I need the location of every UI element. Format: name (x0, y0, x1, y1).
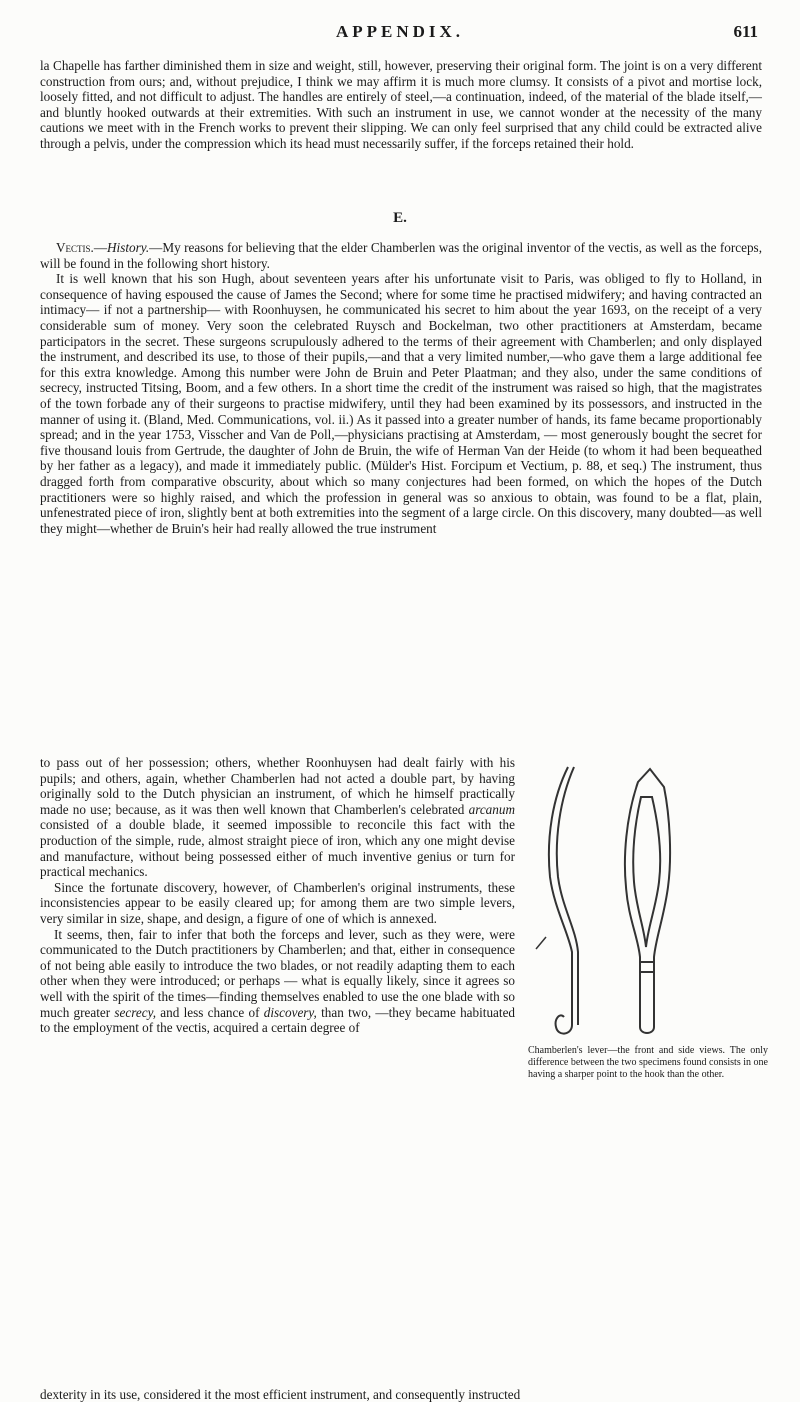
wrap-para3c: than two, —they became habituated to the employment of the vectis, acquired a certain degree of (40, 1004, 516, 1036)
vectis-heading: Vectis (56, 240, 91, 255)
history-subheading: History. (107, 240, 150, 255)
final-line: dexterity in its use, considered it the most efficient instrument, and consequently instructed (40, 1387, 521, 1402)
running-head: APPENDIX. (335, 22, 465, 41)
wrap-para3 (40, 927, 515, 1036)
wrap-para3b: and less chance of (160, 1004, 260, 1020)
page-number: 611 (733, 22, 758, 41)
page-header (40, 22, 760, 46)
lever-front-view (625, 769, 670, 1033)
lever-side-view (549, 767, 572, 1034)
wrap-part1: to pass out of her possession; others, whether Roonhuysen had dealt fairly with his pupils; and others, again, whether Chamberlen had not acted a double part, by having originally sold to the Dutch physician an instrument, of which he himself practically made no use; because, as it was then well known that Chamberlen's celebrated (40, 755, 515, 817)
vectis-history-paragraph: Vectis.—History.—My reasons for believing that the elder Chamberlen was the original inventor of the vectis, as well as the forceps, will be found in the following short history. It is well known that his son Hugh, about seventeen years after his unfortunate visit to Paris, was obliged to fly to Holland, in consequence of having espoused the cause of James the Second; where for some time he practised midwifery; and having contracted an intimacy— if not a partnership— with Roonhuysen, he communicated his secret to him about the year 1693, on the receipt of a very considerable sum of money. Very soon the celebrated Ruysch and Bockelman, two other practitioners at Amsterdam, became participators in the secret. These surgeons scrupulously adhered to the terms of their agreement with Chamberlen; and only displayed the instrument, and described its use, to those of their pupils,—and that a very limited number,—who gave them a large additional fee for this extra knowledge. Among this number were John de Bruin and Peter Plaatman; and they also, under the same conditions of secrecy, instructed Titsing, Boom, and a few others. In a short time the credit of the instrument was raised so high, that the magistrates of the town forbade any of their surgeons to practise midwifery, until they had been examined by its possessors, and instructed in the manner of using it. (Bland, Med. Communications, vol. ii.) As it passed into a greater number of hands, its fame became proportionably spread; and in the year 1753, Visscher and Van de Poll,—physicians practising at Amsterdam, — most generously bought the secret for five thousand louis from Gertrude, the daughter of John de Bruin, the wife of Herman Van der Heide (to whom it had been bequeathed by her father as a legacy), and made it immediately public. (Mülder's Hist. Forcipum et Vectium, p. 88, et seq.) The instrument, thus dragged forth from comparative obscurity, about which so many conjectures had been formed, on which the hopes of the Dutch practitioners were so highly raised, and which the profession in general was so anxious to obtain, was found to be a flat, plain, unfenestrated piece of iron, slightly bent at both extremities into the segment of a large circle. On this discovery, many doubted—as well they might—whether de Bruin's heir had really allowed the true instrument (40, 240, 762, 536)
wrap-para3a: It seems, then, fair to infer that both the forceps and lever, such as they were, were communicated to the Dutch practitioners by Chamberlen; and that, either in consequence of not being able easily to introduce the two blades, or not readily adapting them to each other when they were introduced; or perhaps — what is equally likely, since it agrees so well with the spirit of the times—finding themselves enabled to use the one blade with so much greater (40, 926, 515, 1020)
lever-drawing (528, 757, 763, 1037)
section-letter: E. (393, 210, 407, 226)
wrapped-text-column (40, 755, 515, 1036)
secrecy-word: secrecy, (114, 1004, 157, 1020)
lever-illustration (528, 757, 763, 1037)
discovery-word: discovery, (263, 1004, 317, 1020)
vectis-lead: My reasons for believing that the elder Chamberlen was the original inventor of the vectis, as well as the forceps, will be found in the following short history. (40, 240, 762, 271)
vectis-body: It is well known that his son Hugh, about seventeen years after his unfortunate visit to Paris, was obliged to fly to Holland, in consequence of having espoused the cause of James the Second; where for some time he practised midwifery; and having contracted an intimacy— if not a partnership— with Roonhuysen, he communicated his secret to him about the year 1693, on the receipt of a very considerable sum of money. Very soon the celebrated Ruysch and Bockelman, two other practitioners at Amsterdam, became participators in the secret. These surgeons scrupulously adhered to the terms of their agreement with Chamberlen; and only displayed the instrument, and described its use, to those of their pupils,—and that a very limited number,—who gave them a large additional fee for this extra knowledge. Among this number were John de Bruin and Peter Plaatman; and they also, under the same conditions of secrecy, instructed Titsing, Boom, and a few others. In a short time the credit of the instrument was raised so high, that the magistrates of the town forbade any of their surgeons to practise midwifery, until they had been examined by its possessors, and instructed in the manner of using it. (Bland, Med. Communications, vol. ii.) As it passed into a greater number of hands, its fame became proportionably spread; and in the year 1753, Visscher and Van de Poll,—physicians practising at Amsterdam, — most generously bought the secret for five thousand louis from Gertrude, the daughter of John de Bruin, the wife of Herman Van der Heide (to whom it had been bequeathed by her father as a legacy), and made it immediately public. (Mülder's Hist. Forcipum et Vectium, p. 88, et seq.) The instrument, thus dragged forth from comparative obscurity, about which so many conjectures had been formed, on which the hopes of the Dutch practitioners were so highly raised, and which the profession in general was so anxious to obtain, was found to be a flat, plain, unfenestrated piece of iron, slightly bent at both extremities into the segment of a large circle. On this discovery, many doubted—as well they might—whether de Bruin's heir had really allowed the true instrument (40, 271, 762, 536)
intro-paragraph: la Chapelle has farther diminished them in size and weight, still, however, preserving their original form. The joint is on a very different construction from ours; and, without prejudice, I think we may affirm it is much more clumsy. It consists of a pivot and mortise lock, loosely fitted, and not difficult to adjust. The handles are entirely of steel,—a continuation, indeed, of the material of the blade itself,—and bluntly hooked outwards at their extremities. With such an instrument in use, we cannot wonder at the necessity of the many cautions we meet with in the French works to prevent their slipping. We can only feel surprised that any child could be extracted alive through a pelvis, under the compression which its head must necessarily suffer, if the forceps retained their hold. (40, 58, 762, 151)
figure-caption: Chamberlen's lever—the front and side views. The only difference between the two specimens found consists in one having a sharper point to the hook than the other. (528, 1045, 768, 1080)
wrap-part2: consisted of a double blade, it seemed impossible to reconcile this fact with the production of the simple, rude, almost straight piece of iron, which any one might devise and manufacture, without being possessed either of much inventive genius or turn for practical mechanics. (40, 817, 515, 880)
arcanum-word: arcanum (468, 801, 515, 817)
wrap-para2: Since the fortunate discovery, however, of Chamberlen's original instruments, these inconsistencies appear to be easily cleared up; for among them are two simple levers, very similar in size, shape, and design, a figure of one of which is annexed. (40, 879, 515, 926)
